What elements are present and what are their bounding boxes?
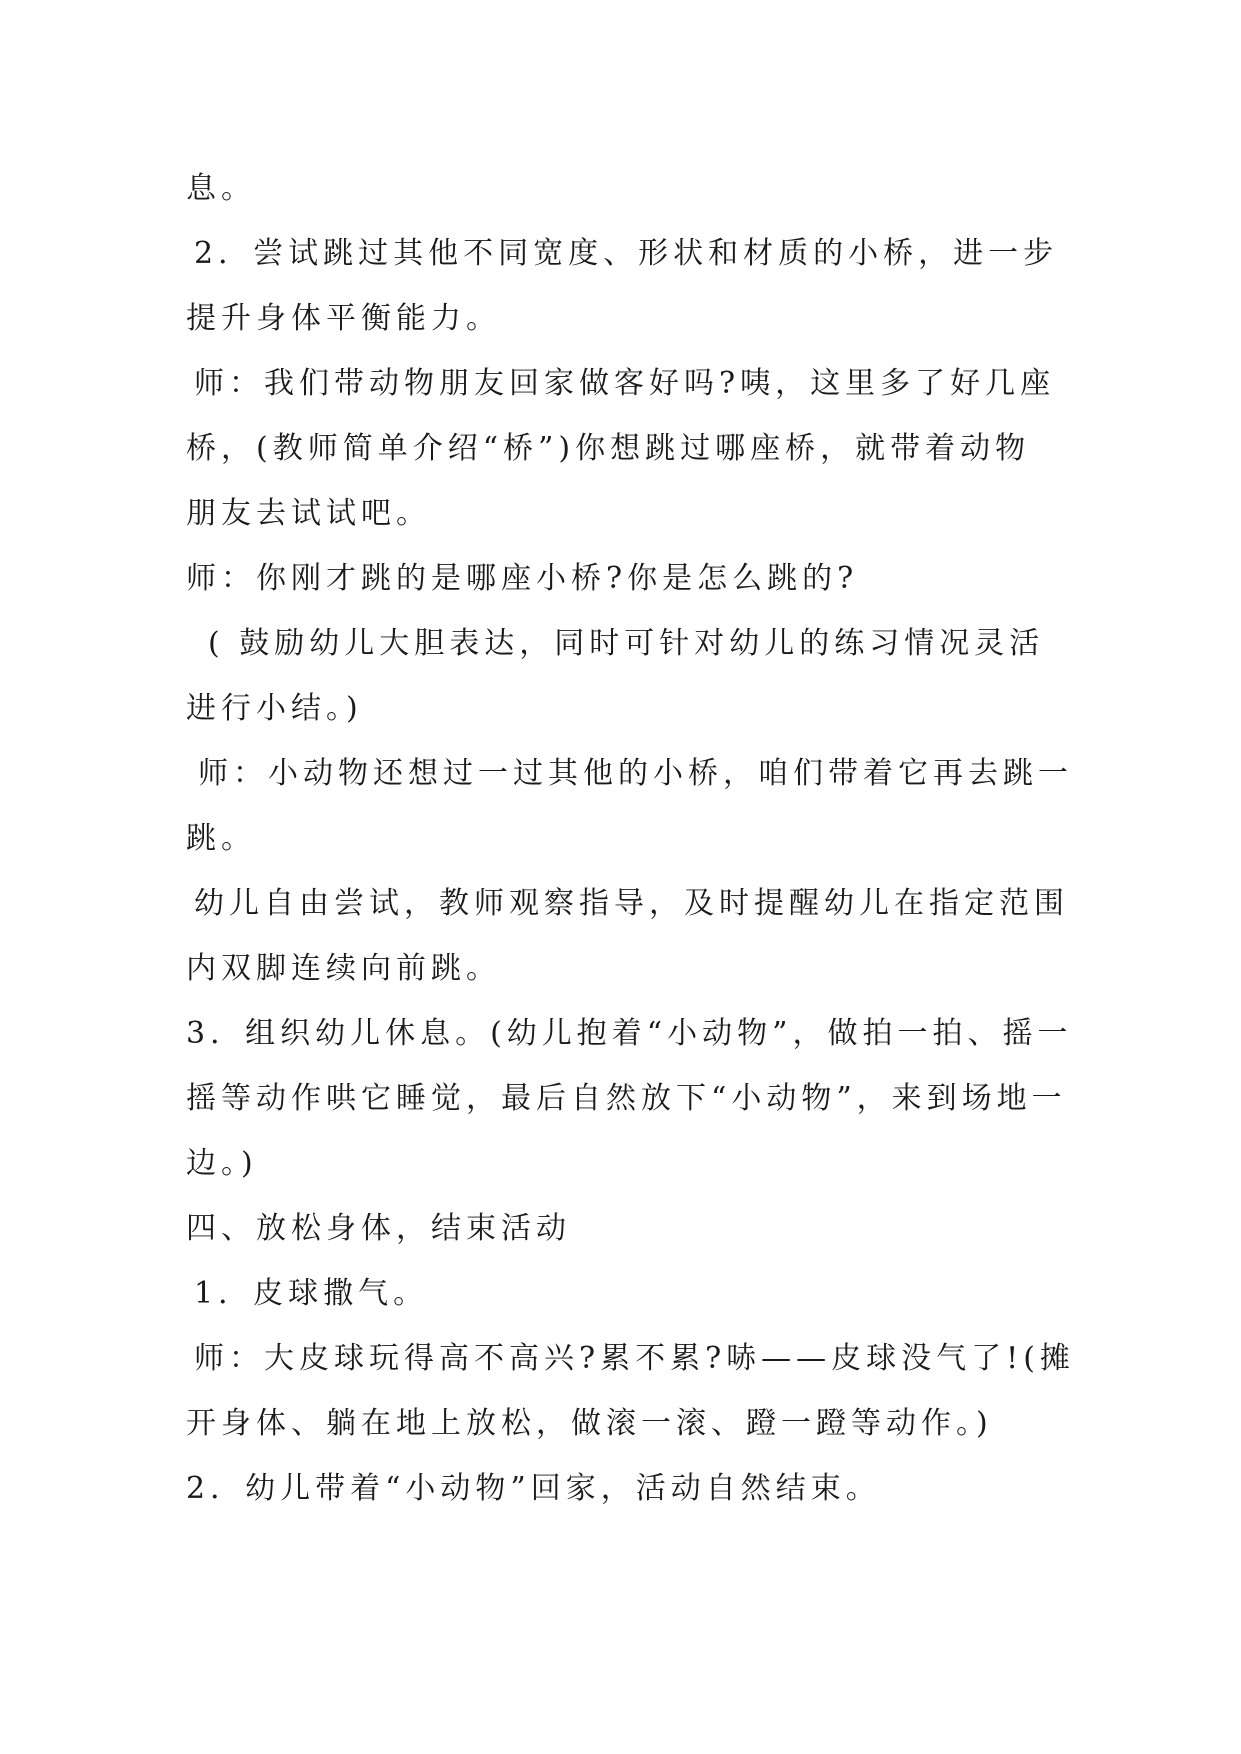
text-line: 开身体、躺在地上放松，做滚一滚、蹬一蹬等动作。): [186, 1406, 993, 1441]
text-line: 幼儿自由尝试，教师观察指导，及时提醒幼儿在指定范围: [194, 886, 1069, 921]
document-body: [186, 156, 1086, 1521]
text-line: 朋友去试试吧。: [186, 496, 431, 531]
text-line: 边。): [186, 1146, 258, 1181]
text-line: 摇等动作哄它睡觉，最后自然放下“小动物”，来到场地一: [186, 1081, 1067, 1116]
text-line: 跳。: [186, 821, 256, 856]
text-line: 师：你刚才跳的是哪座小桥?你是怎么跳的?: [186, 561, 859, 596]
text-line: 内双脚连续向前跳。: [186, 951, 501, 986]
text-line: 师：大皮球玩得高不高兴?累不累?哧——皮球没气了!(摊: [194, 1341, 1075, 1376]
text-line: 师：我们带动物朋友回家做客好吗?咦，这里多了好几座: [194, 366, 1056, 401]
text-line: 2．尝试跳过其他不同宽度、形状和材质的小桥，进一步: [194, 236, 1059, 271]
section-heading: 四、放松身体，结束活动: [186, 1211, 571, 1246]
text-line: 提升身体平衡能力。: [186, 301, 501, 336]
text-line: 息。: [186, 171, 256, 206]
text-line: 师：小动物还想过一过其他的小桥，咱们带着它再去跳一: [198, 756, 1073, 791]
text-line: 桥，(教师简单介绍“桥”)你想跳过哪座桥，就带着动物: [186, 431, 1031, 466]
text-line: 1．皮球撒气。: [194, 1276, 429, 1311]
text-line: 2．幼儿带着“小动物”回家，活动自然结束。: [186, 1471, 881, 1506]
text-line: ( 鼓励幼儿大胆表达，同时可针对幼儿的练习情况灵活: [208, 626, 1045, 661]
text-line: 进行小结。): [186, 691, 363, 726]
text-line: 3．组织幼儿休息。(幼儿抱着“小动物”，做拍一拍、摇一: [186, 1016, 1073, 1051]
